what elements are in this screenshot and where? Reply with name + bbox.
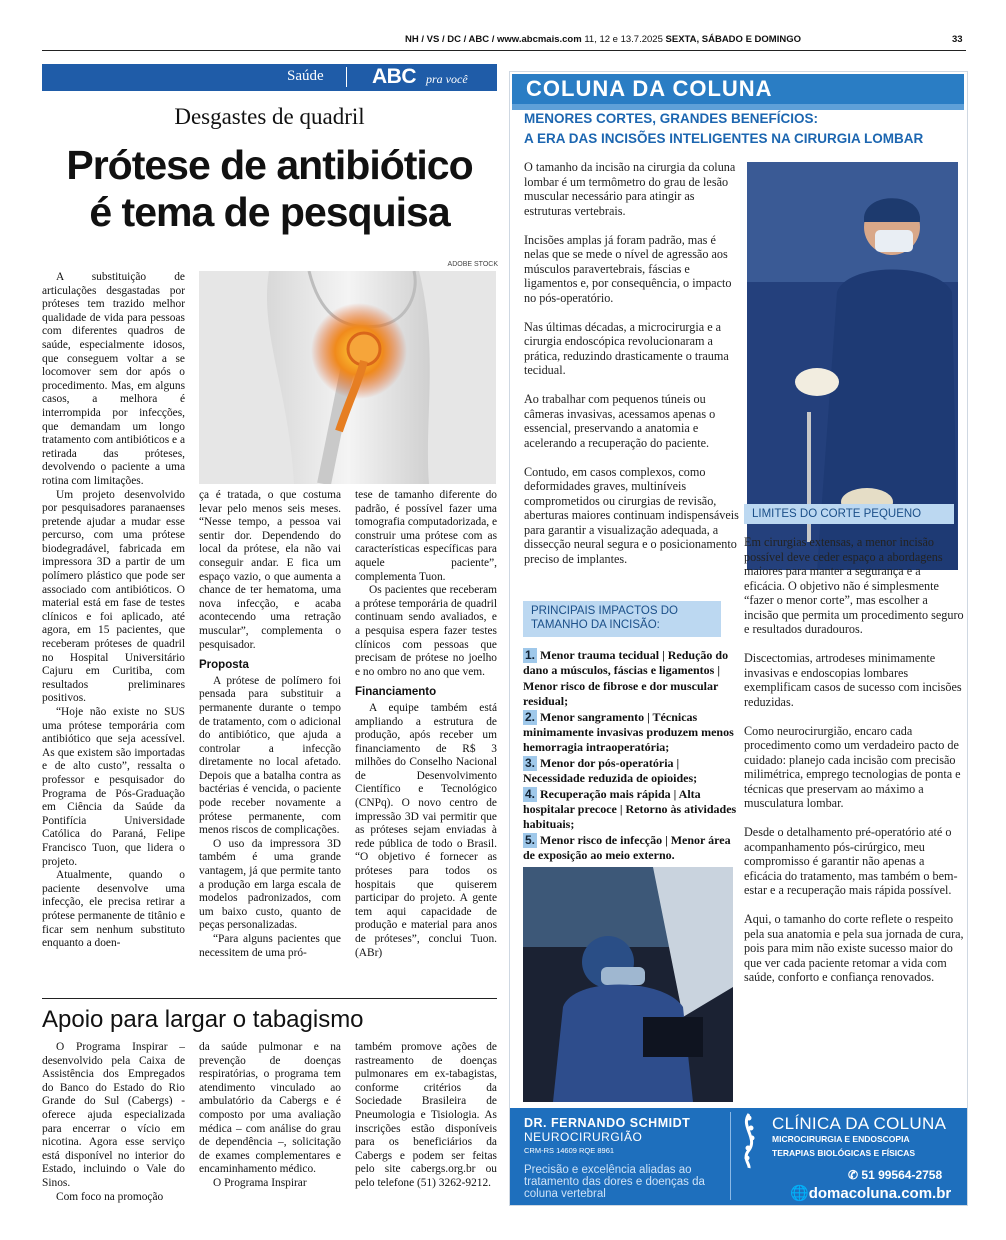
paragraph: tese de tamanho diferente do padrão, é possível fazer uma tomografia computadorizada, e construir uma prótese com as características específicas para aquele paciente”, complementa Tuon. <box>355 489 498 583</box>
label-limites: LIMITES DO CORTE PEQUENO <box>744 504 954 524</box>
clinic-services-2: TERAPIAS BIOLÓGICAS E FÍSICAS <box>772 1148 916 1158</box>
paragraph: Aqui, o tamanho do corte reflete o respeito pela sua anatomia e pela sua jornada de cura, pois para mim não existe sucesso maior do que ver cada paciente retomar a vida com saúde, conforto e confiança renovados. <box>744 912 964 984</box>
article-kicker: Desgastes de quadril <box>174 104 365 129</box>
coluna-da-coluna-advertorial <box>509 71 968 1206</box>
impact-list <box>523 648 739 864</box>
ad-title: COLUNA DA COLUNA <box>512 74 964 104</box>
tabagismo-column-3 <box>355 1041 497 1191</box>
subhead-proposta: Proposta <box>199 659 249 672</box>
ad-column-2 <box>744 535 964 999</box>
paragraph: A prótese de polímero foi pensada para substituir a permanente durante o tempo de tratamento, com o adicional do antibiótico, que ajuda a controlar a infecção diretamente no local afetado. Depois que a batalha contra as bactérias é vencida, o paciente pode receber novamente a prótese permanente, com menos riscos de complicações. <box>199 674 341 837</box>
clinic-name: CLÍNICA DA COLUNA <box>772 1114 947 1133</box>
ad-footer <box>510 1108 967 1205</box>
paragraph: Como neurocirurgião, encaro cada procedimento como um verdadeiro pacto de cuidado: planejo cada incisão com precisão milimétrica, emprego tecnologias de ponta e técnicas que preservam ao máximo a musculatura lombar. <box>744 723 961 810</box>
list-item: 5. Menor risco de infecção | Menor área de exposição ao meio externo. <box>523 832 731 863</box>
tabagismo-column-1 <box>42 1041 185 1204</box>
paragraph: Desde o detalhamento pré-operatório até o acompanhamento pós-cirúrgico, meu compromisso é garantir não apenas a eficácia do tratamento, mas também o bem-estar e a recuperação mais rápida possível. <box>744 825 958 897</box>
paragraph: A substituição de articulações desgastadas por próteses tem trazido melhor qualidade de vida para pessoas com diferentes quadros de saúde, especialmente idosos, que conseguem voltar a se locomover sem dor após o procedimento. Mas, em alguns casos, a melhora é interrompida por infecções, que demandam um longo tratamento com antibióticos e a retirada das próteses, devolvendo o paciente a uma rotina com limitações. <box>42 271 185 487</box>
page-number: 33 <box>952 34 963 45</box>
paragraph: também promove ações de rastreamento de doenças pulmonares em ex-tabagistas, conforme critérios da Sociedade Brasileira de Pneumologia e Tisiologia. As inscrições estão disponíveis para os beneficiários da Cabergs e podem ser feitas pelo site cabergs.org.br ou pelo telefone (51) 3262-9212. <box>355 1041 497 1189</box>
article-column-3 <box>355 489 497 960</box>
operating-room-photo <box>523 867 733 1102</box>
brand-suffix: pra você <box>426 72 468 86</box>
paragraph: “Para alguns pacientes que necessitem de uma pró- <box>199 933 341 959</box>
doctor-tagline: Precisão e excelência aliadas ao tratamento das dores e doenças da coluna vertebral <box>524 1164 705 1200</box>
section-rule <box>42 998 497 999</box>
list-item: 1. Menor trauma tecidual | Redução do dano a músculos, fáscias e ligamentos | Menor risco de fibrose e dor muscular residual; <box>523 648 729 709</box>
paragraph: Contudo, em casos complexos, como deformidades graves, multiníveis comprometidos ou cirurgias de revisão, aberturas maiores continuam indispensáveis para garantir a visualização adequada, a dissecção neural segura e o posicionamento preciso de implantes. <box>524 464 739 566</box>
section-name: Saúde <box>287 68 324 84</box>
tabagismo-headline: Apoio para largar o tabagismo <box>42 1006 364 1033</box>
list-item: 2. Menor sangramento | Técnicas minimamente invasivas produzem menos hemorragia intraoperatória; <box>523 709 734 755</box>
paragraph: A equipe também está ampliando a estrutura de produção, após receber um financiamento de R$ 3 milhões do Conselho Nacional de Desenvolvimento Científico e Tecnológico (CNPq). O novo centro de impressão 3D vai permitir que as próteses sejam enviadas à rede pública de todo o Brasil. “O objetivo é fornecer as próteses para todos os hospitais que quiserem participar do projeto. A gente tem aqui capacidade de produção e material para anos de próteses”, conclui Tuon. (ABr) <box>355 701 497 959</box>
masthead <box>0 32 1006 48</box>
paragraph: O tamanho da incisão na cirurgia da coluna lombar é um termômetro do grau de lesão muscular necessário para atingir as estruturas vertebrais. <box>524 160 736 218</box>
paragraph: Atualmente, quando o paciente desenvolve uma infecção, ele precisa retirar a prótese permanente de titânio e ficar sem nenhum substituto enquanto a doen- <box>42 869 185 950</box>
spine-logo-icon <box>736 1112 762 1170</box>
section-separator <box>346 67 347 87</box>
label-impactos: PRINCIPAIS IMPACTOS DO TAMANHO DA INCISÃO: <box>523 601 721 637</box>
paragraph: Um projeto desenvolvido por pesquisadores paranaenses pretende ajudar a mudar esse percurso, com uma prótese biodegradável, fabricada em impressora 3D a partir de um polímero plástico que pode ser associado com antibióticos. O material está em fase de testes clínicos e foi aplicado, até agora, em 15 pacientes, que receberam próteses de quadril no Hospital Universitário Cajuru em Curitiba, com resultados preliminares positivos. <box>42 488 185 705</box>
globe-icon: 🌐 <box>790 1185 809 1202</box>
paragraph: Incisões amplas já foram padrão, mas é nelas que se mede o nível de agressão aos músculos paravertebrais, fáscias e ligamentos e, por consequência, o impacto no pós-operatório. <box>524 232 732 305</box>
paragraph: da saúde pulmonar e na prevenção de doenças respiratórias, o programa tem atendimento vinculado ao ambulatório da Cabergs e é composto por uma avaliação médica – com análise do grau de dependência –, solicitação de exames complementares e encaminhamento médico. <box>199 1041 341 1176</box>
tabagismo-column-2 <box>199 1041 341 1191</box>
clinic-website[interactable]: 🌐domacoluna.com.br <box>790 1185 952 1202</box>
photo-credit: ADOBE STOCK <box>447 261 498 268</box>
paragraph: O Programa Inspirar – desenvolvido pela Caixa de Assistência dos Empregados do Banco do Estado do Rio Grande do Sul (Cabergs) - oferece ajuda especializada para encerrar o vício em nicotina. Agora esse serviço está disponível no interior do Estado, incluindo o Vale do Sinos. <box>42 1041 185 1189</box>
doctor-name: DR. FERNANDO SCHMIDT <box>524 1116 691 1130</box>
paragraph: O Programa Inspirar <box>213 1176 307 1189</box>
section-bar <box>42 64 497 91</box>
footer-divider <box>730 1112 731 1200</box>
paragraph: Nas últimas décadas, a microcirurgia e a cirurgia endoscópica revolucionaram a prática, reduzindo drasticamente o trauma tecidual. <box>524 319 729 377</box>
ad-column-1 <box>524 160 742 581</box>
paragraph: Os pacientes que receberam a prótese temporária de quadril continuam sendo avaliados, e a pesquisa espera fazer testes clínicos com pessoas que precisam de prótese no joelho e no ombro no ano que vem. <box>355 584 497 678</box>
hip-joint-illustration <box>199 271 496 484</box>
paragraph: Em cirurgias extensas, a menor incisão possível deve ceder espaço a abordagens maiores para manter a segurança e a eficácia. O objetivo não é simplesmente “fazer o menor corte”, mas escolher a incisão que permita um procedimento seguro e resultados duradouros. <box>744 535 964 636</box>
brand-logo: ABC <box>372 65 416 88</box>
ad-subtitle: MENORES CORTES, GRANDES BENEFÍCIOS: A ERA DAS INCISÕES INTELIGENTES NA CIRURGIA LOMBAR <box>524 111 924 146</box>
paragraph: Com foco na promoção <box>56 1190 164 1203</box>
clinic-phone[interactable]: ✆ 51 99564-2758 <box>848 1168 943 1182</box>
article-column-1 <box>42 271 185 951</box>
article-headline: Prótese de antibiótico é tema de pesquisa <box>66 142 473 235</box>
paragraph: Discectomias, artrodeses minimamente invasivas e endoscopias lombares exemplificam casos de sucesso com incisões reduzidas. <box>744 651 962 709</box>
clinic-services-1: MICROCIRURGIA E ENDOSCOPIA <box>772 1134 910 1144</box>
list-item: 4. Recuperação mais rápida | Alta hospitalar precoce | Retorno às atividades habituais; <box>523 786 737 832</box>
doctor-role: NEUROCIRURGIÃO <box>524 1130 643 1144</box>
whatsapp-icon: ✆ <box>848 1168 859 1182</box>
subhead-financiamento: Financiamento <box>355 686 437 699</box>
paragraph: Ao trabalhar com pequenos túneis ou câmeras invasivas, acessamos apenas o essencial, preservando a anatomia e acelerando a recuperação do paciente. <box>524 392 716 450</box>
paragraph: ça é tratada, o que costuma levar pelo menos seis meses. “Nesse tempo, a pessoa vai sentir dor. Dependendo do local da prótese, ela não vai conseguir andar. E fica um espaço vazio, o que aumenta a chance de ter hematoma, uma nova infecção, e acaba acontecendo uma retração muscular”, complementa o pesquisador. <box>199 489 341 651</box>
doctor-crm: CRM-RS 14609 RQE 8961 <box>524 1146 615 1155</box>
list-item: 3. Menor dor pós-operatória | Necessidade reduzida de opioides; <box>523 755 698 786</box>
article-column-2 <box>199 489 341 960</box>
masthead-info: NH / VS / DC / ABC / www.abcmais.com 11, 12 e 13.7.2025 SEXTA, SÁBADO E DOMINGO <box>405 34 801 45</box>
paragraph: “Hoje não existe no SUS uma prótese temporária com antibiótico que seja acessível. As que existem são importadas e de alto custo”, ressalta o professor e pesquisador do Programa de Pós-Graduação em Ciência da Saúde da Pontifícia Universidade Católica do Paraná, Felipe Francisco Tuon, que lidera o projeto. <box>42 706 185 868</box>
paragraph: O uso da impressora 3D também é uma grande vantagem, já que permite tanto a produção em larga escala de modelos padronizados, com um baixo custo, quanto de peças personalizadas. <box>199 837 341 932</box>
top-rule <box>42 50 966 51</box>
